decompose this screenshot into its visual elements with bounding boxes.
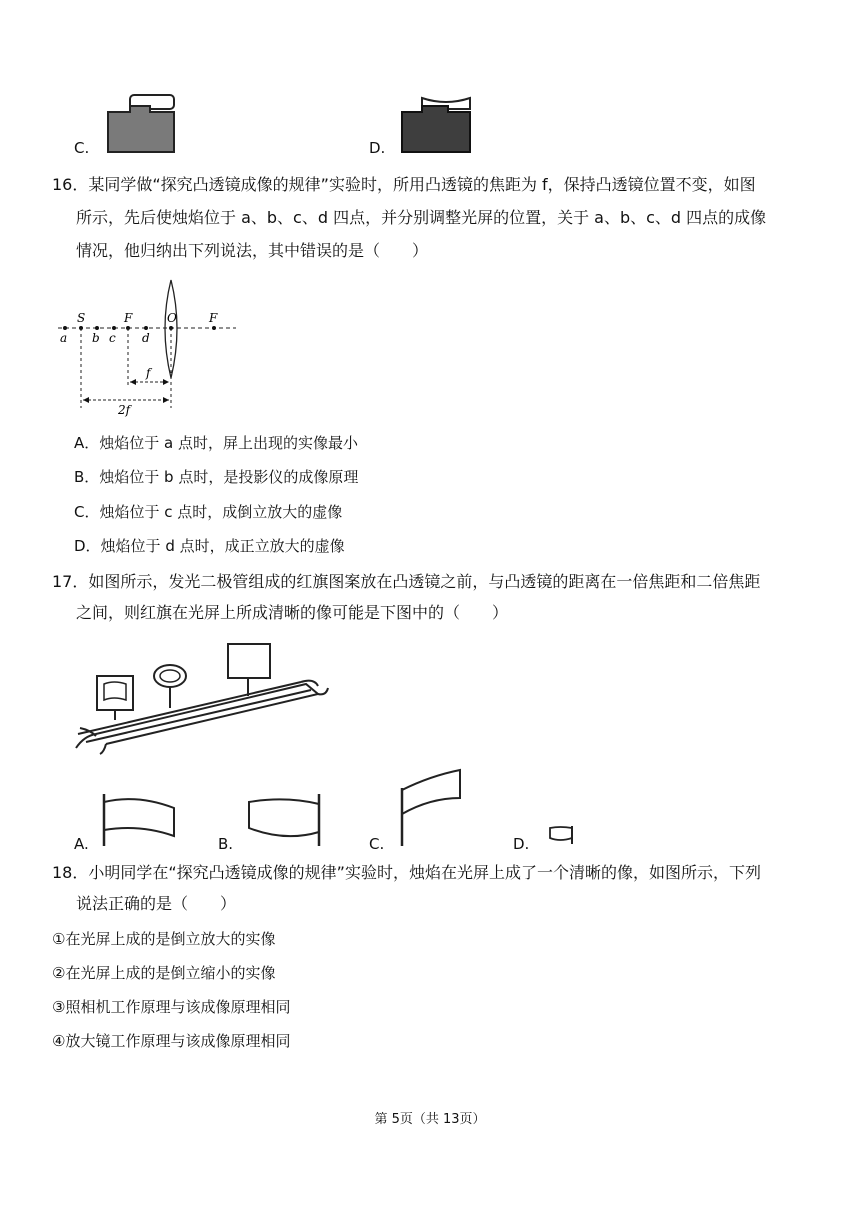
q17-option-c-label: C. <box>369 835 385 853</box>
label-a: a <box>60 331 68 345</box>
q18-line-1: 18．小明同学在“探究凸透镜成像的规律”实验时，烛焰在光屏上成了一个清晰的像，如图所示，下列 <box>52 863 761 882</box>
q16-option-d: D．烛焰位于 d 点时，成正立放大的虚像 <box>74 537 345 555</box>
label-b: b <box>92 331 100 345</box>
label-c: c <box>109 331 116 345</box>
label-S: S <box>77 311 86 325</box>
label-O: O <box>167 311 177 325</box>
q17-option-b-label: B. <box>218 835 234 853</box>
option-d-image <box>400 92 472 154</box>
q17-line-2: 之间，则红旗在光屏上所成清晰的像可能是下图中的（ ） <box>76 603 509 622</box>
q18-statement-1: ①在光屏上成的是倒立放大的实像 <box>52 930 276 948</box>
q18-statement-2: ②在光屏上成的是倒立缩小的实像 <box>52 964 276 982</box>
flag-image-a <box>100 792 180 848</box>
option-d-label: D. <box>369 139 386 157</box>
page-footer: 第 5页（共 13页） <box>374 1112 486 1127</box>
q17-option-a-label: A. <box>74 835 89 853</box>
q18-statement-4: ④放大镜工作原理与该成像原理相同 <box>52 1032 291 1050</box>
q16-line-1: 16．某同学做“探究凸透镜成像的规律”实验时，所用凸透镜的焦距为 f，保持凸透镜位置不变，如图 <box>52 175 756 194</box>
q17-line-1: 17．如图所示，发光二极管组成的红旗图案放在凸透镜之前，与凸透镜的距离在一倍焦距和二倍焦距 <box>52 572 761 591</box>
q16-option-a: A．烛焰位于 a 点时，屏上出现的实像最小 <box>74 434 358 452</box>
optical-bench-figure <box>56 638 320 754</box>
label-f: f <box>146 366 151 380</box>
flag-image-d <box>544 824 578 846</box>
q18-statement-3: ③照相机工作原理与该成像原理相同 <box>52 998 291 1016</box>
label-d: d <box>142 331 150 345</box>
flag-image-b <box>245 792 325 848</box>
q16-line-2: 所示，先后使烛焰位于 a、b、c、d 四点，并分别调整光屏的位置，关于 a、b、c、d 四点的成像 <box>76 208 767 227</box>
option-c-label: C. <box>74 139 90 157</box>
lens-diagram <box>56 276 242 416</box>
q16-option-c: C．烛焰位于 c 点时，成倒立放大的虚像 <box>74 503 343 521</box>
label-F-right: F <box>209 311 218 325</box>
q17-option-d-label: D. <box>513 835 530 853</box>
option-c-image <box>106 92 176 154</box>
label-2f: 2f <box>118 403 131 417</box>
q18-line-2: 说法正确的是（ ） <box>76 894 237 913</box>
label-F-left: F <box>124 311 133 325</box>
flag-image-c <box>396 768 468 848</box>
q16-line-3: 情况，他归纳出下列说法，其中错误的是（ ） <box>76 241 429 260</box>
q16-option-b: B．烛焰位于 b 点时，是投影仪的成像原理 <box>74 468 359 486</box>
